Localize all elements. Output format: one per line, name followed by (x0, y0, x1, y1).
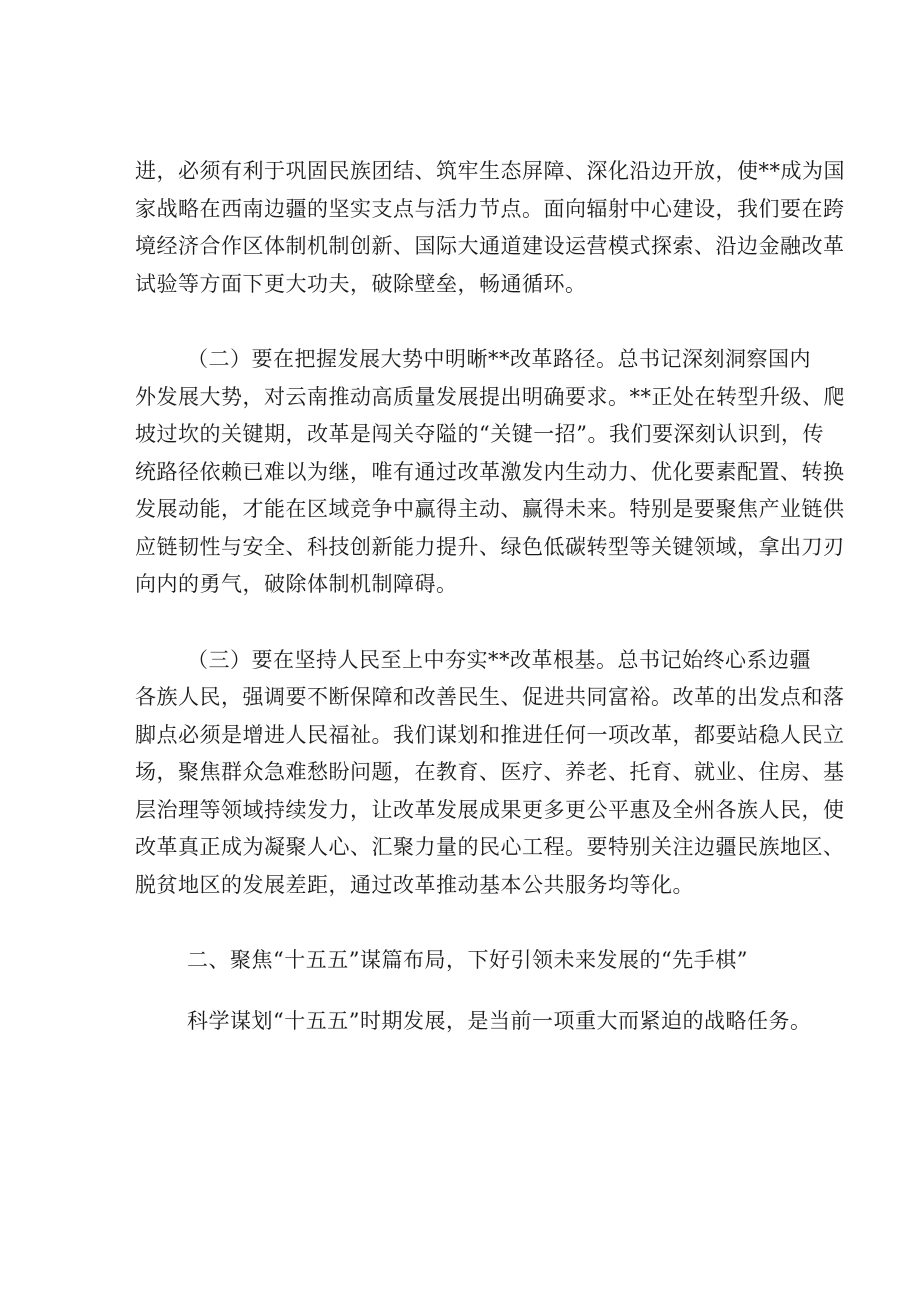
paragraph-section-2 (135, 341, 845, 604)
text-line: 场，聚焦群众急难愁盼问题，在教育、医疗、养老、托育、就业、住房、基 (135, 760, 845, 784)
text-line: 改革真正成为凝聚人心、汇聚力量的民心工程。要特别关注边疆民族地区、 (135, 835, 845, 859)
paragraph-continuation (135, 153, 845, 303)
paragraph-section-4 (135, 1003, 812, 1041)
document-body (135, 153, 845, 1040)
text-line: 进，必须有利于巩固民族团结、筑牢生态屏障、深化沿边开放，使**成为国 (135, 159, 845, 183)
text-line: （二）要在把握发展大势中明晰**改革路径。总书记深刻洞察国内 (187, 347, 811, 371)
text-line: 科学谋划“十五五”时期发展，是当前一项重大而紧迫的战略任务。 (187, 1008, 812, 1033)
heading-text: 二、聚焦“十五五”谋篇布局，下好引领未来发展的“先手棋” (187, 948, 748, 972)
section-heading (135, 942, 805, 980)
text-line: 向内的勇气，破除体制机制障碍。 (135, 572, 458, 596)
text-line: 各族人民，强调要不断保障和改善民生、促进共同富裕。改革的出发点和落 (135, 685, 845, 709)
text-line: 外发展大势，对云南推动高质量发展提出明确要求。**正处在转型升级、爬 (135, 384, 845, 409)
text-line: 发展动能，才能在区域竞争中赢得主动、赢得未来。特别是要聚焦产业链供 (135, 497, 845, 521)
text-line: 脚点必须是增进人民福祉。我们谋划和推进任何一项改革，都要站稳人民立 (135, 722, 845, 747)
text-line: 坡过坎的关键期，改革是闯关夺隘的“关键一招”。我们要深刻认识到，传 (135, 422, 824, 446)
text-line: 家战略在西南边疆的坚实支点与活力节点。面向辐射中心建设，我们要在跨 (135, 196, 845, 221)
paragraph-section-3 (135, 642, 845, 905)
text-line: 统路径依赖已难以为继，唯有通过改革激发内生动力、优化要素配置、转换 (135, 459, 845, 484)
text-line: 境经济合作区体制机制创新、国际大通道建设运营模式探索、沿边金融改革 (135, 234, 845, 258)
text-line: 试验等方面下更大功夫，破除壁垒，畅通循环。 (135, 271, 587, 296)
text-line: 脱贫地区的发展差距，通过改革推动基本公共服务均等化。 (135, 872, 694, 897)
text-line: 应链韧性与安全、科技创新能力提升、绿色低碳转型等关键领域，拿出刀刃 (135, 534, 845, 559)
text-line: 层治理等领域持续发力，让改革发展成果更多更公平惠及全州各族人民，使 (135, 797, 845, 822)
text-line: （三）要在坚持人民至上中夯实**改革根基。总书记始终心系边疆 (187, 647, 811, 672)
